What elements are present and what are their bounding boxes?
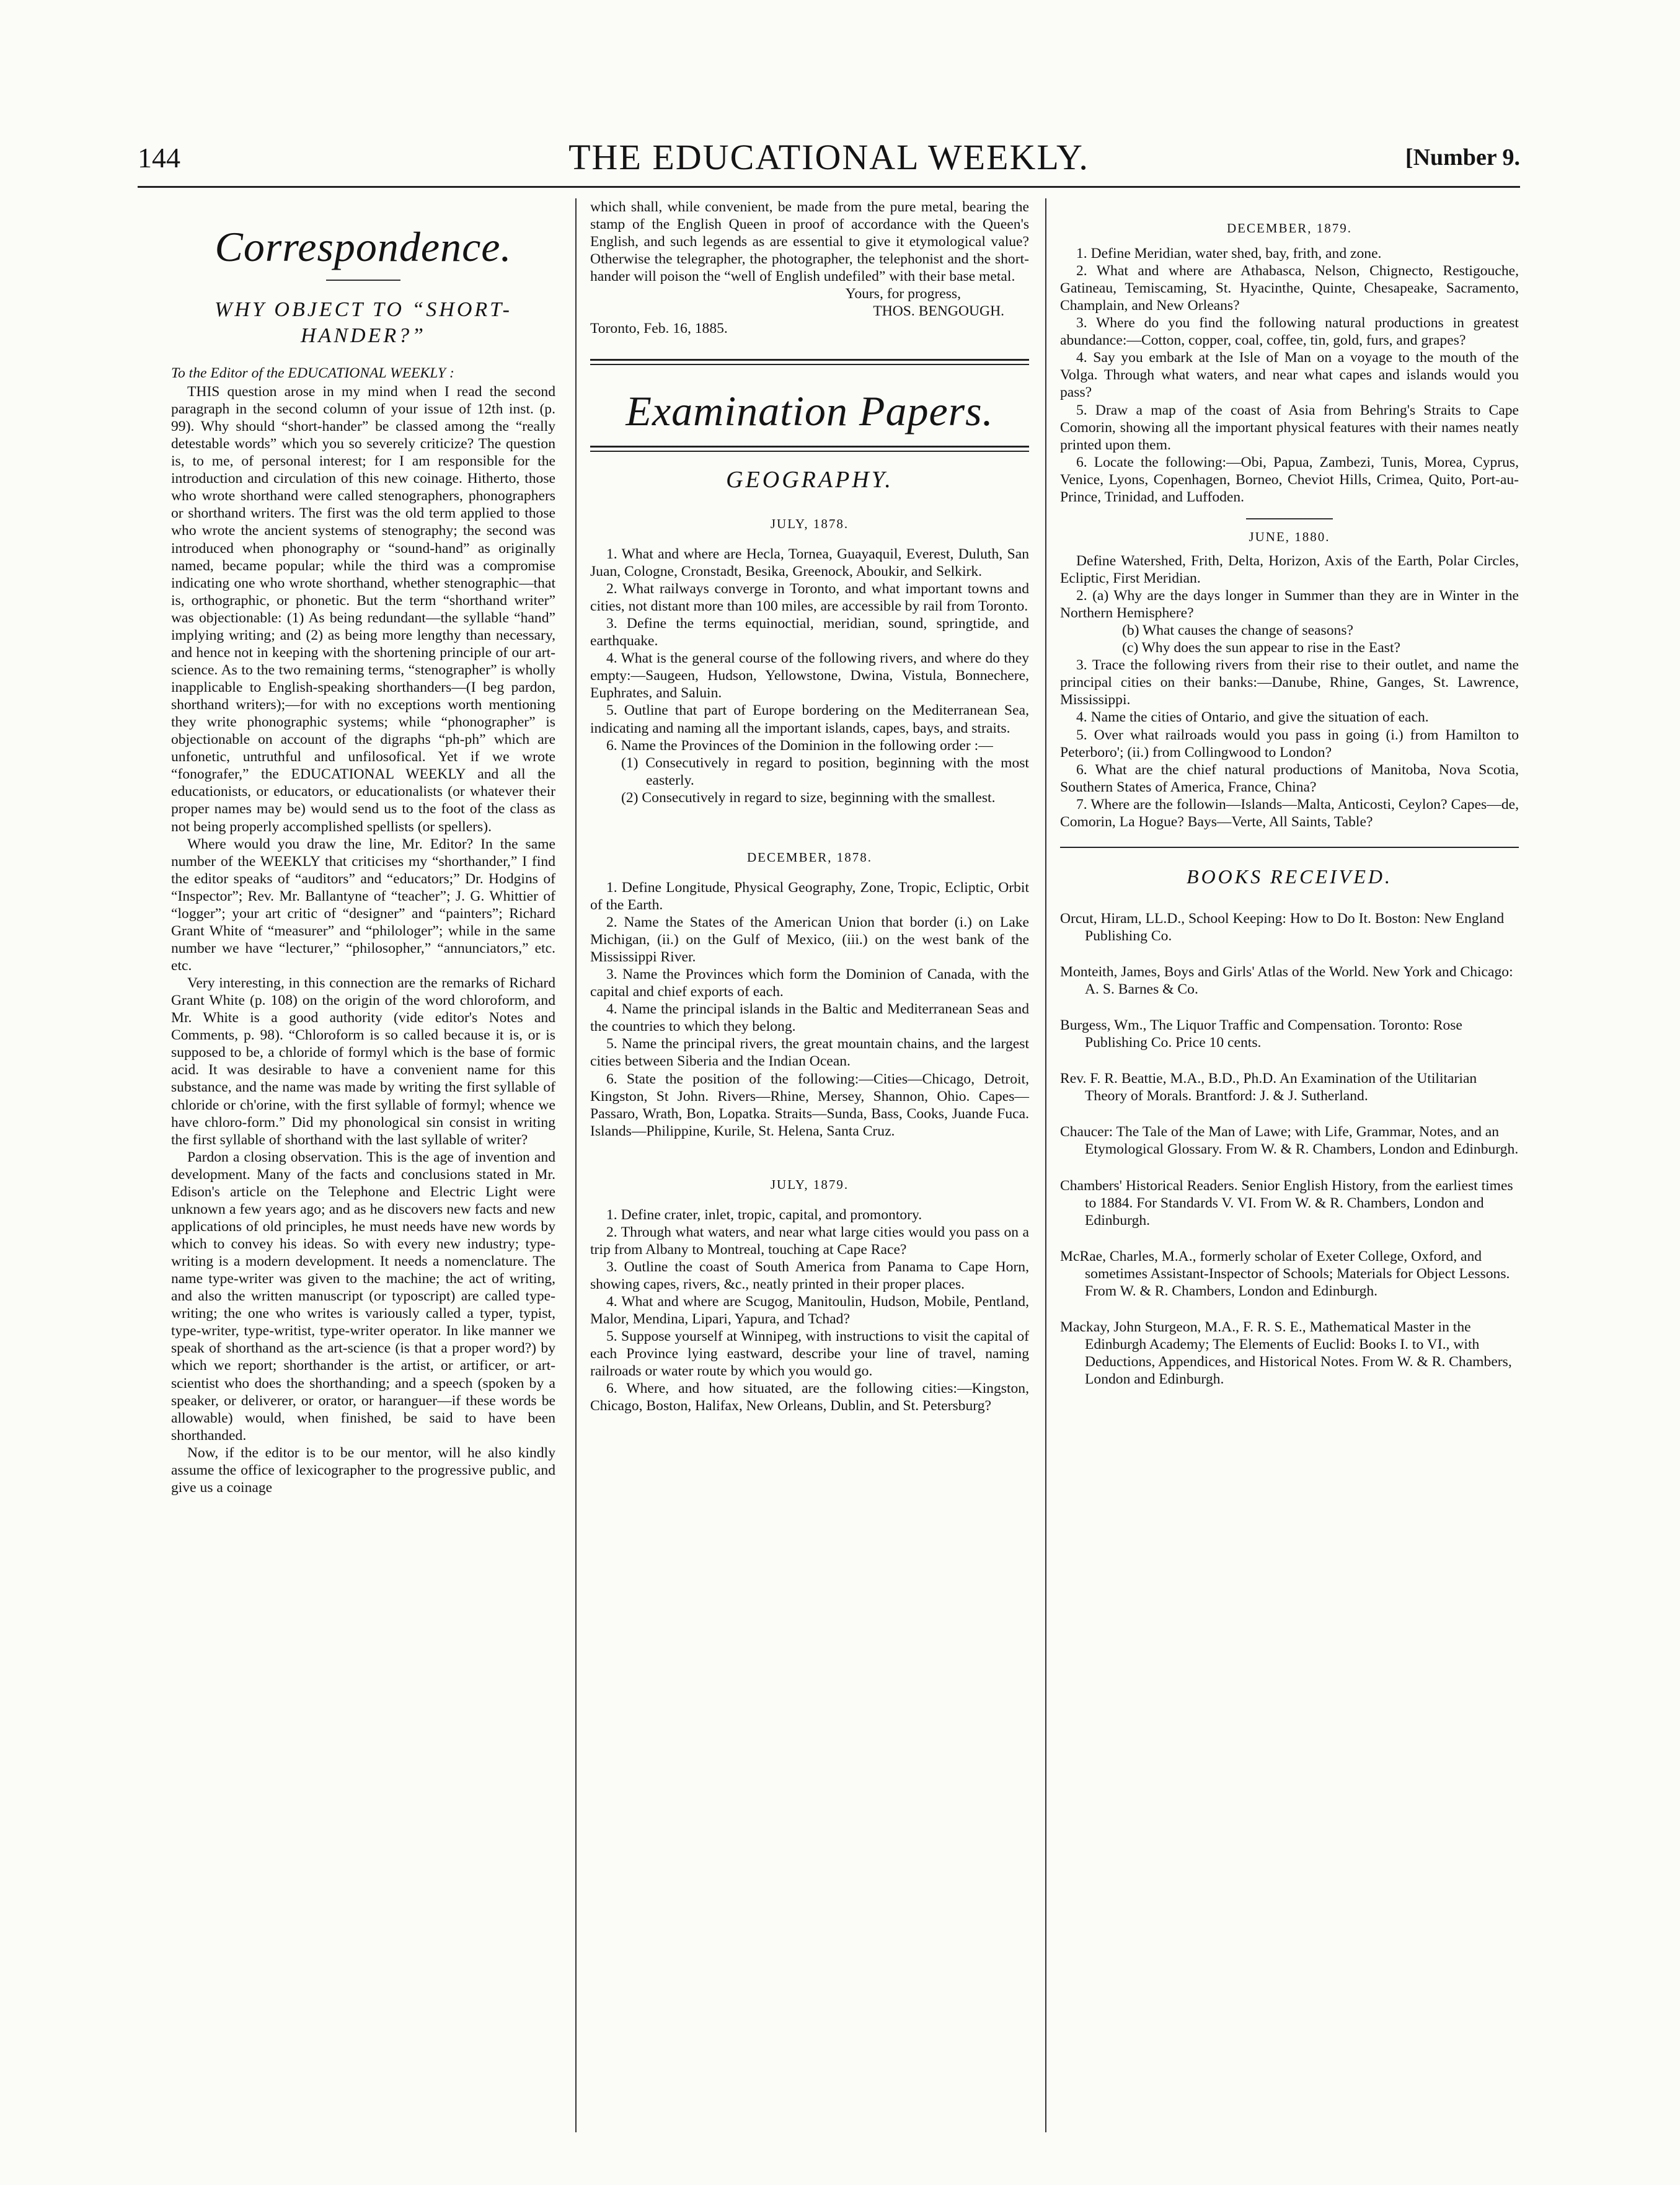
sub-question: (2) Consecutively in regard to size, beginning with the smallest. <box>621 789 996 806</box>
question: 2. What and where are Athabasca, Nelson, Chignecto, Restigouche, Gatineau, Temiscaming, St. Hyacinthe, Quinte, Chesapeake, Sacramento, Champlain, and New Orleans? <box>1060 263 1519 314</box>
section-rule <box>590 359 1029 365</box>
divider <box>1246 518 1333 519</box>
question: 2. Through what waters, and near what large cities would you pass on a trip from Albany to Montreal, touching at Cape Race? <box>590 1224 1029 1258</box>
letter-signature: THOS. BENGOUGH. <box>873 303 1004 320</box>
question: Define Watershed, Frith, Delta, Horizon, Axis of the Earth, Polar Circles, Ecliptic, First Meridian. <box>1060 552 1519 586</box>
question: 6. Where, and how situated, are the following cities:—Kingston, Chicago, Boston, Halifax, New Orleans, Dublin, and St. Petersburg? <box>590 1380 1029 1415</box>
column-divider <box>1045 198 1046 2132</box>
question: 2. Name the States of the American Union that border (i.) on Lake Michigan, (ii.) on the Gulf of Mexico, (iii.) on the west bank of the Mississippi River. <box>590 914 1029 966</box>
question: 5. Outline that part of Europe bordering on the Mediterranean Sea, indicating and naming all the important islands, capes, bays, and straits. <box>590 702 1029 736</box>
book-entry: Chaucer: The Tale of the Man of Lawe; with Life, Grammar, Notes, and an Etymological Glossary. From W. & R. Chambers, London and Edinburgh. <box>1060 1124 1519 1158</box>
book-entry: Burgess, Wm., The Liquor Traffic and Compensation. Toronto: Rose Publishing Co. Price 10 cents. <box>1060 1017 1462 1051</box>
question: 1. Define Longitude, Physical Geography, Zone, Tropic, Ecliptic, Orbit of the Earth. <box>590 879 1029 913</box>
question: 2. (a) Why are the days longer in Summer than they are in Winter in the Northern Hemisphere? <box>1060 588 1519 622</box>
exam-date: JULY, 1878. <box>770 516 849 531</box>
question: 6. State the position of the following:—Cities—Chicago, Detroit, Kingston, St John. Rivers—Rhine, Mersey, Shannon, Ohio. Capes—Passaro, Wrath, Bon, Lopatka. Straits—Sunda, Bass, Cooks, Juande Fuca. Islands—Philippine, Kurile, St. Helena, Santa Cruz. <box>590 1070 1029 1139</box>
exam-date: DECEMBER, 1878. <box>746 849 873 865</box>
question: 5. Draw a map of the coast of Asia from Behring's Straits to Cape Comorin, showing all the important physical features with their names neatly printed upon them. <box>1060 402 1519 453</box>
book-entry: Mackay, John Sturgeon, M.A., F. R. S. E., Mathematical Master in the Edinburgh Academy; The Elements of Euclid: Books I. to VI., with Deductions, Appendices, and Historical Notes. From W. & R. Chambers, London and Edinburgh. <box>1060 1318 1512 1388</box>
issue-number: [Number 9. <box>1405 144 1520 170</box>
question: 3. Name the Provinces which form the Dominion of Canada, with the capital and chief exports of each. <box>590 966 1029 1000</box>
column-correspondence <box>171 198 555 1496</box>
question: 5. Over what railroads would you pass in going (i.) from Hamilton to Peterboro'; (ii.) from Collingwood to London? <box>1060 726 1519 761</box>
question: 2. What railways converge in Toronto, and what important towns and cities, not distant more than 100 miles, are accessible by rail from Toronto. <box>590 581 1029 615</box>
question: 7. Where are the followin—Islands—Malta, Anticosti, Ceylon? Capes—de, Comorin, La Hogue? Bays—Verte, All Saints, Table? <box>1060 796 1519 830</box>
question: 3. Define the terms equinoctial, meridian, sound, springtide, and earthquake. <box>590 616 1029 650</box>
running-head <box>138 137 1520 185</box>
question: 1. Define Meridian, water shed, bay, frith, and zone. <box>1076 245 1382 262</box>
books-received-heading: BOOKS RECEIVED. <box>1187 865 1392 888</box>
letter-title: WHY OBJECT TO “SHORT-HANDER?” <box>214 298 512 348</box>
book-entry: McRae, Charles, M.A., formerly scholar of Exeter College, Oxford, and sometimes Assistant-Inspector of Schools; Materials for Object Lessons. From W. & R. Chambers, London and Edinburgh. <box>1060 1248 1510 1299</box>
letter-place-date: Toronto, Feb. 16, 1885. <box>590 320 728 337</box>
section-rule <box>590 446 1029 452</box>
exam-date: JUNE, 1880. <box>1249 529 1330 544</box>
header-rule <box>138 186 1520 188</box>
question: 1. Define crater, inlet, tropic, capital, and promontory. <box>606 1206 922 1223</box>
book-entry: Chambers' Historical Readers. Senior English History, from the earliest times to 1884. For Standards V. VI. From W. & R. Chambers, London and Edinburgh. <box>1060 1177 1513 1229</box>
journal-title: THE EDUCATIONAL WEEKLY. <box>568 137 1089 177</box>
question: 4. Name the principal islands in the Baltic and Mediterranean Seas and the countries to which they belong. <box>590 1001 1029 1035</box>
letter-paragraph: Pardon a closing observation. This is the age of invention and development. Many of the facts and conclusions stated in Mr. Edison's article on the Telephone and Electric Light were unknown a few years ago; and as he discovers new facts and new applications of old principles, he must needs have new words by which to convey his ideas. So with every new industry; type-writing is a modern development. It needs a nomenclature. The name type-writer was given to the machine; the act of writing, and also the written manuscript (or typoscript) are called type-writing; the one who writes is variously called a typer, typist, type-writer, type-writist, type-writer operator. In like manner we speak of shorthand as the art-science (is that a proper word?) by which we report; shorthander is the artist, or artificer, or art-scientist who does the shorthanding; and a speech (spoken by a speaker, or deliverer, or orator, or haranguer—if these words be allowable) would, when finished, be said to have been shorthanded. <box>171 1149 555 1444</box>
letter-address: To the Editor of the EDUCATIONAL WEEKLY : <box>171 364 454 381</box>
book-entry: Monteith, James, Boys and Girls' Atlas of the World. New York and Chicago: A. S. Barnes & Co. <box>1060 964 1513 998</box>
column-divider <box>575 198 577 2132</box>
question: 3. Outline the coast of South America from Panama to Cape Horn, showing capes, rivers, &c., neatly printed in their proper places. <box>590 1258 1029 1292</box>
letter-paragraph: Where would you draw the line, Mr. Editor? In the same number of the WEEKLY that criticises my “shorthander,” I find the editor speaks of “auditors” and “educators;” Dr. Hodgins of “Inspector”; Rev. Mr. Ballantyne of “teacher”; J. G. Whittier of “logger”; your art critic of “designer” and “painters”; Richard Grant White of “measurer” and “philologer”; while in the same number we have “lecturer,” “philosopher,” “annunciators,” etc. etc. <box>171 836 555 974</box>
sub-question: (1) Consecutively in regard to position, beginning with the most easterly. <box>621 754 1029 788</box>
letter-paragraph: Very interesting, in this connection are the remarks of Richard Grant White (p. 108) on the origin of the word chloroform, and Mr. White is a good authority (vide editor's Notes and Comments, p. 98). “Chloroform is so called because it is, or is supposed to be, a chloride of formyl which is the base of formic acid. It was desirable to have a convenient name for this substance, and the name was made by writing the first syllable of chloride or ch'orine, with the first syllable of formyl; whence we have chloro-form.” Did my phonological sin consist in writing the first syllable of shorthand with the last syllable of writer? <box>171 975 555 1148</box>
section-heading-correspondence: Correspondence. <box>214 223 512 270</box>
column-examination-continued <box>1060 198 1519 1406</box>
letter-continuation: which shall, while convenient, be made from the pure metal, bearing the stamp of the English Queen in proof of accordance with the Queen's English, and such legends as are essential to give it etymological value? Otherwise the telegrapher, the photographer, the telephonist and the short-hander will poison the “well of English undefiled” with their base metal. <box>590 199 1029 285</box>
question: 4. Name the cities of Ontario, and give the situation of each. <box>1076 709 1429 726</box>
question: 4. Say you embark at the Isle of Man on a voyage to the mouth of the Volga. Through what waters, and near what capes and islands would you pass? <box>1060 350 1519 401</box>
sub-question: (c) Why does the sun appear to rise in the East? <box>1122 640 1401 656</box>
letter-paragraph: THIS question arose in my mind when I read the second paragraph in the second column of your issue of 12th inst. (p. 99). Why should “short-hander” be classed among the “really detestable words” which you so severely criticize? The question is, to me, of personal interest; for I am responsible for the introduction and circulation of this new coinage. Hitherto, those who wrote shorthand were called stenographers, phonographers or shorthand writers. The first was the old term applied to those who wrote the ancient systems of stenography; the second was introduced when phonography or “sound-hand” as originally named, became popular; while the third was a compromise indicating one who wrote shorthand, whether stenographic—that is, orthographic, or phonetic. But the term “shorthand writer” was objectionable: (1) As being redundant—the syllable “hand” implying writing; and (2) as being more lengthy than necessary, and hence not in keeping with the shortening principle of our art-science. As to the two remaining terms, “stenographer” is wholly inapplicable to English-speaking shorthanders—(I beg pardon, shorthand writers);—for with no exceptions worth mentioning they write phonographic systems; while “phonographer” is objectionable on account of the digraphs “ph-ph” which are unfonetic, untruthful and unfilosofical. Yet if we wrote “fonografer,” the EDUCATIONAL WEEKLY and all the educationists, or educators, or educationalists (or whatever their proper names may be) would send us to the foot of the class as not being properly accomplished spellists (or spellers). <box>171 383 555 835</box>
question: 5. Suppose yourself at Winnipeg, with instructions to visit the capital of each Province lying eastward, describe your line of travel, naming railroads or water route by which you would go. <box>590 1328 1029 1380</box>
section-heading-examination: Examination Papers. <box>626 387 994 435</box>
question: 1. What and where are Hecla, Tornea, Guayaquil, Everest, Duluth, San Juan, Cologne, Cronstadt, Besika, Greenock, Aboukir, and Selkirk. <box>590 545 1029 580</box>
question: 6. What are the chief natural productions of Manitoba, Nova Scotia, Southern States of America, France, China? <box>1060 761 1519 795</box>
question: 3. Trace the following rivers from their rise to their outlet, and name the principal cities on their banks:—Danube, Rhine, Ganges, St. Lawrence, Mississippi. <box>1060 657 1519 708</box>
subject-heading: GEOGRAPHY. <box>726 467 893 493</box>
question: 3. Where do you find the following natural productions in greatest abundance:—Cotton, copper, coal, coffee, tin, gold, furs, and grapes? <box>1060 315 1519 349</box>
question: 5. Name the principal rivers, the great mountain chains, and the largest cities between Siberia and the Indian Ocean. <box>590 1036 1029 1070</box>
column-examination <box>590 198 1029 1415</box>
section-rule <box>1060 847 1519 848</box>
book-entry: Orcut, Hiram, LL.D., School Keeping: How to Do It. Boston: New England Publishing Co. <box>1060 910 1505 944</box>
book-entry: Rev. F. R. Beattie, M.A., B.D., Ph.D. An Examination of the Utilitarian Theory of Morals. Brantford: J. & J. Sutherland. <box>1060 1070 1477 1105</box>
question: 4. What is the general course of the following rivers, and where do they empty:—Saugeen, Hudson, Yellowstone, Dwina, Vistula, Bonnechere, Euphrates, and Saluin. <box>590 650 1029 702</box>
exam-date: JULY, 1879. <box>770 1176 849 1192</box>
letter-paragraph: Now, if the editor is to be our mentor, will he also kindly assume the office of lexicographer to the progressive public, and give us a coinage <box>171 1444 555 1496</box>
divider <box>326 280 400 281</box>
question: 4. What and where are Scugog, Manitoulin, Hudson, Mobile, Pentland, Malor, Mendina, Lipari, Yapura, and Tchad? <box>590 1294 1029 1328</box>
page-number: 144 <box>138 142 180 174</box>
question: 6. Locate the following:—Obi, Papua, Zambezi, Tunis, Morea, Cyprus, Venice, Lyons, Copenhagen, Borneo, Cheviot Hills, Crimea, Quito, Port-au-Prince, Trinidad, and Luffoden. <box>1060 454 1519 505</box>
exam-date: DECEMBER, 1879. <box>1226 221 1353 236</box>
letter-closing: Yours, for progress, <box>845 286 961 302</box>
sub-question: (b) What causes the change of seasons? <box>1122 622 1353 639</box>
question: 6. Name the Provinces of the Dominion in the following order :— <box>606 737 993 754</box>
